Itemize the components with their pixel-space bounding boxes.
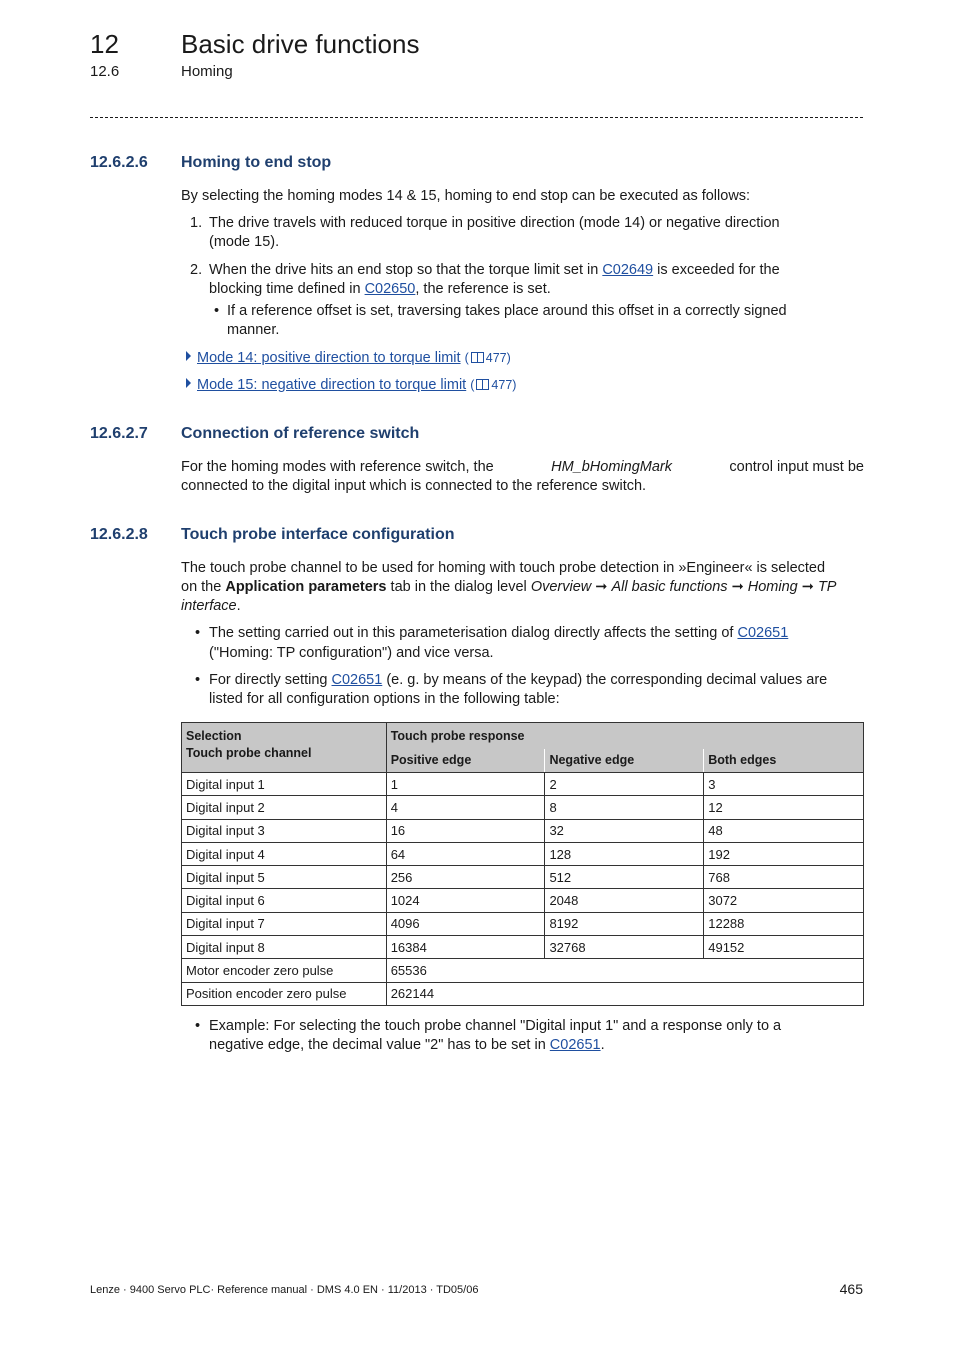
table-row: [182, 866, 864, 889]
table-row: [182, 936, 864, 959]
tp-bullet1-line1: The setting carried out in this parameterisation dialog directly affects the setting of C02651: [209, 625, 789, 641]
table-cell: Digital input 6: [182, 889, 387, 912]
table-cell: Digital input 4: [182, 842, 387, 865]
link-c02651[interactable]: C02651: [549, 1037, 601, 1053]
section-title: Homing: [181, 63, 233, 80]
table-cell: 3072: [704, 889, 864, 912]
arrow-icon: ➞: [731, 579, 744, 595]
table-cell: 64: [386, 842, 545, 865]
bullet-dot: •: [195, 672, 201, 688]
table-row: [182, 982, 864, 1005]
list-number-2: 2.: [190, 262, 203, 278]
list-item-2-line2: blocking time defined in C02650, the reference is set.: [209, 281, 551, 297]
bullet-dot: •: [214, 303, 220, 319]
xref-mode-14[interactable]: [186, 349, 511, 369]
table-cell: 4: [386, 796, 545, 819]
footer-text: Lenze · 9400 Servo PLC· Reference manual · DMS 4.0 EN · 11/2013 · TD05/06: [90, 1284, 479, 1296]
book-icon: [476, 379, 489, 390]
table-cell: Digital input 3: [182, 819, 387, 842]
ref-switch-line1: For the homing modes with reference switch, the HM_bHomingMark control input must be: [181, 459, 864, 475]
table-cell: 32: [545, 819, 704, 842]
tp-para-line2: on the Application parameters tab in the dialog level Overview ➞ All basic functions ➞ Homing ➞ TP: [181, 579, 837, 595]
tp-bullet2-line2: listed for all configuration options in the following table:: [209, 691, 560, 707]
table-cell: 16384: [386, 936, 545, 959]
list-item-2-line1: When the drive hits an end stop so that the torque limit set in C02649 is exceeded for the: [209, 262, 780, 278]
page-ref-mode-14: ( 477): [464, 351, 511, 365]
table-cell: 8: [545, 796, 704, 819]
table-cell: 12288: [704, 912, 864, 935]
heading-tp: Touch probe interface configuration: [181, 526, 455, 543]
header-selection: Selection Touch probe channel: [182, 723, 387, 773]
table-row: [182, 889, 864, 912]
table-cell: 8192: [545, 912, 704, 935]
table-cell: 2048: [545, 889, 704, 912]
table-cell: 48: [704, 819, 864, 842]
book-icon: [471, 352, 484, 363]
table-cell: Digital input 8: [182, 936, 387, 959]
link-c02649[interactable]: C02649: [602, 262, 654, 278]
table-row: [182, 773, 864, 796]
table-cell: Digital input 7: [182, 912, 387, 935]
heading-number-ref-switch: 12.6.2.7: [90, 425, 148, 442]
header-positive-edge: Positive edge: [386, 749, 545, 773]
table-cell: 262144: [386, 982, 863, 1005]
link-mode-15[interactable]: Mode 15: negative direction to torque limit: [197, 377, 467, 393]
table-row: [182, 796, 864, 819]
tp-para-line3: interface.: [181, 598, 241, 614]
header-both-edges: Both edges: [704, 749, 864, 773]
table-cell: 16: [386, 819, 545, 842]
heading-number-tp: 12.6.2.8: [90, 526, 148, 543]
heading-ref-switch: Connection of reference switch: [181, 425, 420, 442]
end-stop-intro: By selecting the homing modes 14 & 15, homing to end stop can be executed as follows:: [181, 188, 751, 204]
table-cell: Digital input 1: [182, 773, 387, 796]
link-c02651[interactable]: C02651: [331, 672, 383, 688]
table-row: [182, 842, 864, 865]
table-cell: Digital input 2: [182, 796, 387, 819]
list-number-1: 1.: [190, 215, 203, 231]
arrow-right-icon: [186, 378, 191, 388]
list-item-1-line2: (mode 15).: [209, 234, 280, 250]
bullet-dot: •: [195, 1018, 201, 1034]
arrow-icon: ➞: [595, 579, 608, 595]
table-row: [182, 819, 864, 842]
bullet-dot: •: [195, 625, 201, 641]
tp-bullet2-line1: For directly setting C02651 (e. g. by means of the keypad) the corresponding decimal values are: [209, 672, 828, 688]
header-negative-edge: Negative edge: [545, 749, 704, 773]
tp-para-line1: The touch probe channel to be used for homing with touch probe detection in »Engineer« is selected: [181, 560, 826, 576]
table-cell: 768: [704, 866, 864, 889]
table-cell: 32768: [545, 936, 704, 959]
xref-mode-15[interactable]: [186, 376, 516, 396]
link-c02650[interactable]: C02650: [364, 281, 416, 297]
list-item-1-line1: The drive travels with reduced torque in positive direction (mode 14) or negative direction: [209, 215, 780, 231]
table-cell: 2: [545, 773, 704, 796]
heading-end-stop: Homing to end stop: [181, 154, 332, 171]
chapter-number: 12: [90, 29, 119, 59]
ref-switch-line2: connected to the digital input which is connected to the reference switch.: [181, 478, 647, 494]
sub-bullet-line1: If a reference offset is set, traversing takes place around this offset in a correctly signed: [227, 303, 787, 319]
link-mode-14[interactable]: Mode 14: positive direction to torque limit: [197, 350, 461, 366]
table-cell: 4096: [386, 912, 545, 935]
tp-bullet1-line2: ("Homing: TP configuration") and vice versa.: [209, 645, 494, 661]
table-cell: Position encoder zero pulse: [182, 982, 387, 1005]
table-cell: 1024: [386, 889, 545, 912]
heading-number-end-stop: 12.6.2.6: [90, 154, 148, 171]
table-cell: 128: [545, 842, 704, 865]
header-response: Touch probe response: [386, 723, 863, 749]
table-cell: 512: [545, 866, 704, 889]
table-row: [182, 959, 864, 982]
page-ref-mode-15: ( 477): [470, 378, 517, 392]
tp-example-line2: negative edge, the decimal value "2" has to be set in C02651.: [209, 1037, 605, 1053]
arrow-right-icon: [186, 351, 191, 361]
header-divider: [90, 117, 863, 118]
page-number: 465: [839, 1281, 863, 1297]
link-c02651[interactable]: C02651: [737, 625, 789, 641]
table-cell: Digital input 5: [182, 866, 387, 889]
table-cell: 12: [704, 796, 864, 819]
table-cell: 1: [386, 773, 545, 796]
table-cell: 49152: [704, 936, 864, 959]
table-cell: 256: [386, 866, 545, 889]
tp-example-line1: Example: For selecting the touch probe channel "Digital input 1" and a response only to a: [209, 1018, 782, 1034]
table-row: [182, 912, 864, 935]
sub-bullet-line2: manner.: [227, 322, 280, 338]
table-cell: 65536: [386, 959, 863, 982]
section-number: 12.6: [90, 63, 120, 80]
table-cell: 192: [704, 842, 864, 865]
arrow-icon: ➞: [801, 579, 814, 595]
table-cell: Motor encoder zero pulse: [182, 959, 387, 982]
chapter-title: Basic drive functions: [181, 29, 420, 59]
touch-probe-table: [181, 722, 864, 1006]
table-cell: 3: [704, 773, 864, 796]
